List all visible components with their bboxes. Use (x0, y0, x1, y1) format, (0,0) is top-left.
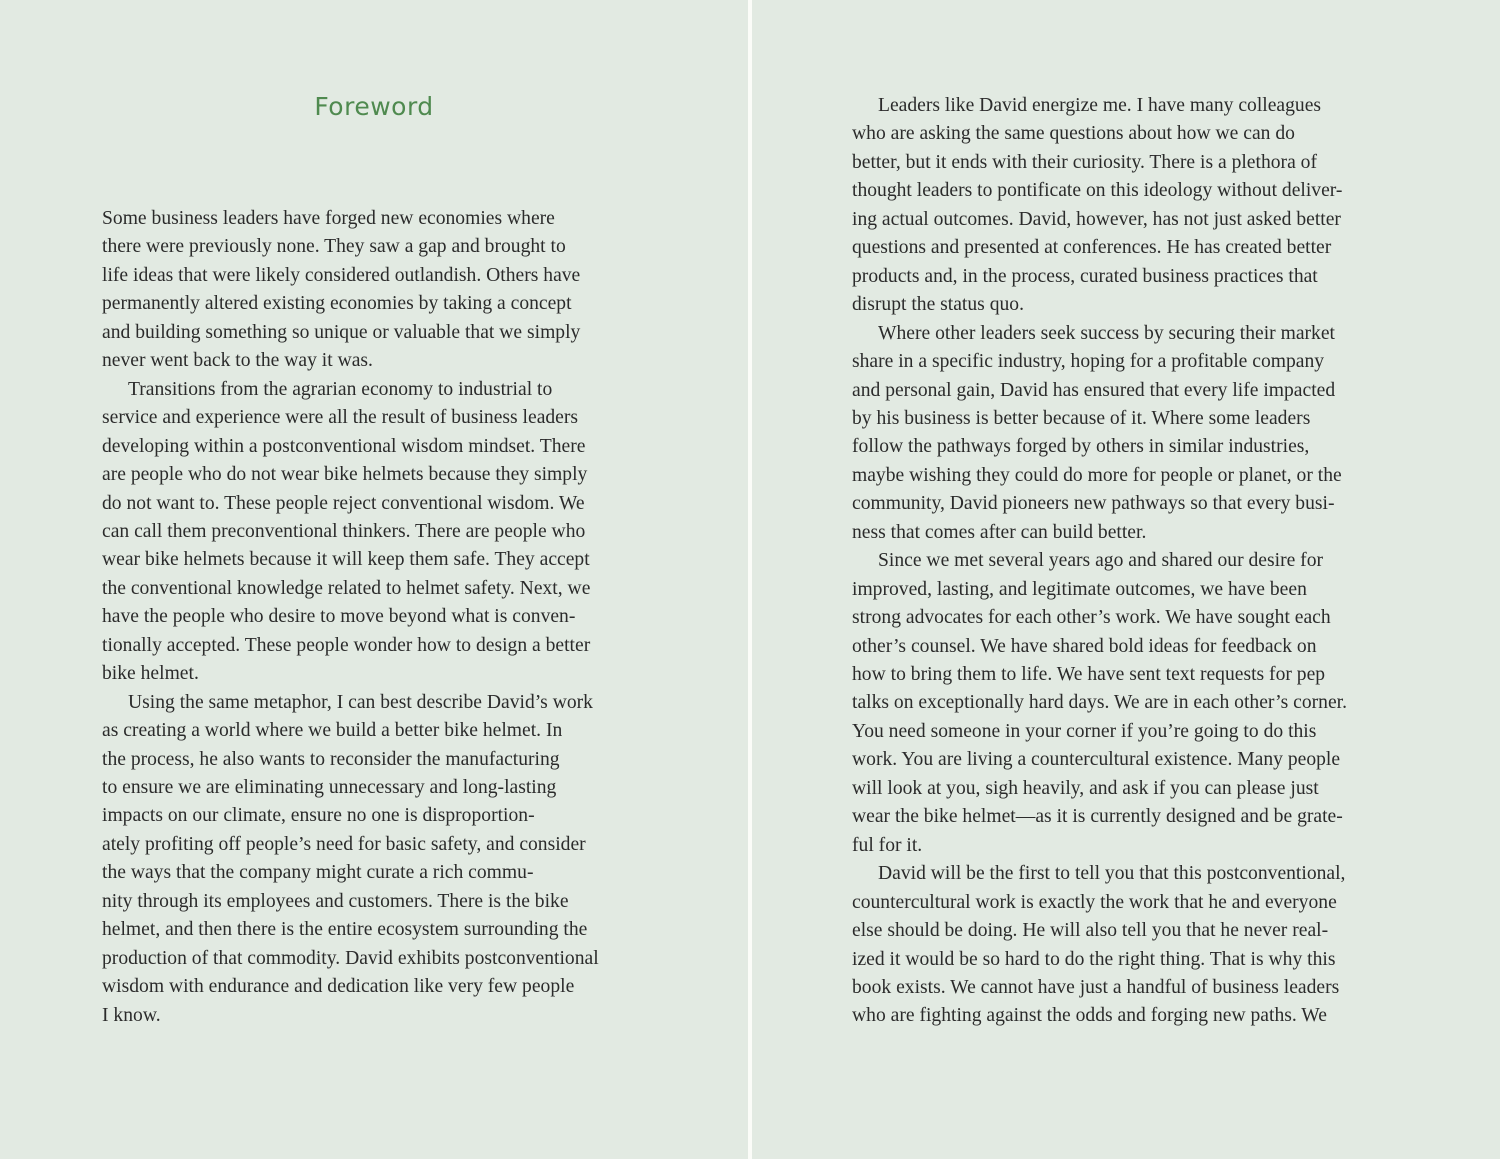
text-line: as creating a world where we build a better bike helmet. In (102, 720, 563, 742)
text-line: never went back to the way it was. (102, 350, 373, 372)
text-line: disrupt the status quo. (852, 294, 1024, 316)
text-line: work. You are living a countercultural existence. Many people (852, 749, 1341, 771)
text-line: by his business is better because of it. Where some leaders (852, 407, 1311, 429)
text-line: can call them preconventional thinkers. There are people who (102, 520, 586, 542)
text-line: ately profiting off people’s need for basic safety, and consider (102, 833, 586, 855)
text-line: community, David pioneers new pathways so that every busi- (852, 493, 1335, 515)
text-line: Leaders like David energize me. I have many colleagues (878, 95, 1322, 116)
text-line: and personal gain, David has ensured that every life impacted (852, 379, 1336, 401)
text-line: Some business leaders have forged new economies where (102, 208, 555, 229)
text-line: helmet, and then there is the entire ecosystem surrounding the (102, 919, 588, 941)
text-line: follow the pathways forged by others in similar industries, (852, 436, 1310, 458)
text-line: service and experience were all the result of business leaders (102, 407, 579, 429)
text-line: share in a specific industry, hoping for a profitable company (852, 351, 1325, 373)
text-line: Transitions from the agrarian economy to industrial to (128, 378, 553, 400)
text-line: David will be the first to tell you that this postconventional, (878, 863, 1346, 885)
text-line: the conventional knowledge related to helmet safety. Next, we (102, 577, 591, 599)
text-line: talks on exceptionally hard days. We are in each other’s corner. (852, 692, 1347, 714)
text-line: else should be doing. He will also tell you that he never real- (852, 920, 1329, 942)
text-line: thought leaders to pontificate on this ideology without deliver- (852, 180, 1343, 202)
text-line: questions and presented at conferences. He has created better (852, 237, 1332, 259)
text-line: wear the bike helmet—as it is currently designed and be grate- (852, 806, 1343, 828)
text-line: to ensure we are eliminating unnecessary and long-lasting (102, 777, 557, 798)
text-line: developing within a postconventional wisdom mindset. There (102, 435, 586, 457)
text-line: improved, lasting, and legitimate outcomes, we have been (852, 578, 1307, 600)
text-line: better, but it ends with their curiosity. There is a plethora of (852, 151, 1317, 173)
text-line: You need someone in your corner if you’re going to do this (852, 720, 1317, 742)
text-line: ful for it. (852, 834, 923, 856)
text-line: how to bring them to life. We have sent text requests for pep (852, 664, 1326, 685)
text-line: have the people who desire to move beyond what is conven- (102, 606, 576, 628)
text-line: ized it would be so hard to do the right thing. That is why this (852, 948, 1336, 970)
text-line: other’s counsel. We have shared bold ideas for feedback on (852, 635, 1317, 657)
text-line: wear bike helmets because it will keep them safe. They accept (102, 549, 590, 571)
text-line: who are asking the same questions about how we can do (852, 123, 1295, 145)
text-line: and building something so unique or valuable that we simply (102, 321, 581, 343)
text-line: the ways that the company might curate a rich commu- (102, 862, 534, 884)
text-line: book exists. We cannot have just a handful of business leaders (852, 976, 1340, 998)
text-line: are people who do not wear bike helmets because they simply (102, 464, 588, 486)
text-line: there were previously none. They saw a gap and brought to (102, 236, 566, 258)
text-line: will look at you, sigh heavily, and ask if you can please just (852, 777, 1319, 799)
text-line: wisdom with endurance and dedication like very few people (102, 976, 575, 998)
text-line: products and, in the process, curated business practices that (852, 265, 1318, 287)
text-line: bike helmet. (102, 663, 199, 685)
chapter-title: Foreword (314, 92, 434, 121)
text-line: the process, he also wants to reconsider the manufacturing (102, 748, 560, 770)
text-line: permanently altered existing economies by taking a concept (102, 293, 572, 315)
text-line: who are fighting against the odds and forging new paths. We (852, 1005, 1327, 1027)
text-line: impacts on our climate, ensure no one is disproportion- (102, 805, 535, 827)
right-page (752, 0, 1500, 1159)
text-line: ing actual outcomes. David, however, has not just asked better (852, 208, 1341, 230)
text-line: Using the same metaphor, I can best describe David’s work (128, 691, 593, 713)
text-line: tionally accepted. These people wonder how to design a better (102, 634, 591, 656)
text-line: strong advocates for each other’s work. We have sought each (852, 607, 1331, 629)
left-page (0, 0, 748, 1159)
text-line: do not want to. These people reject conventional wisdom. We (102, 492, 585, 514)
text-line: production of that commodity. David exhibits postconventional (102, 947, 599, 969)
text-line: life ideas that were likely considered outlandish. Others have (102, 264, 581, 286)
text-line: countercultural work is exactly the work that he and everyone (852, 891, 1337, 913)
text-line: nity through its employees and customers. There is the bike (102, 890, 569, 912)
text-line: Where other leaders seek success by securing their market (878, 322, 1335, 344)
text-line: I know. (102, 1004, 161, 1026)
text-line: Since we met several years ago and shared our desire for (878, 550, 1324, 572)
text-line: maybe wishing they could do more for people or planet, or the (852, 464, 1342, 486)
text-line: ness that comes after can build better. (852, 521, 1147, 543)
